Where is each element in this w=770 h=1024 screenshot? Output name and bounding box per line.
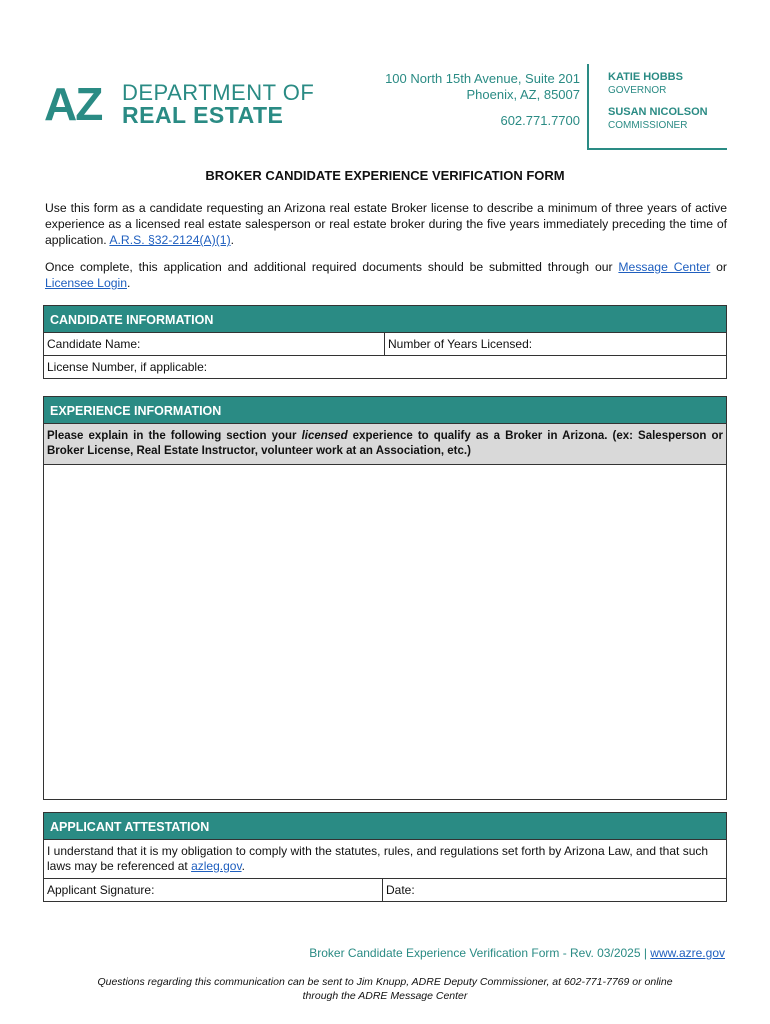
- submit-end: .: [127, 276, 131, 290]
- date-label: Date:: [386, 883, 415, 897]
- questions-footer: [0, 975, 770, 1003]
- applicant-attestation-section: [43, 812, 727, 902]
- attestation-statement: [44, 840, 726, 879]
- candidate-row-2: [44, 356, 726, 378]
- address-line-2: Phoenix, AZ, 85007: [466, 87, 580, 102]
- candidate-information-section: [43, 305, 727, 379]
- submit-paragraph: [45, 259, 727, 291]
- applicant-attestation-heading: APPLICANT ATTESTATION: [44, 813, 726, 840]
- date-field[interactable]: [382, 879, 726, 901]
- logo-real-estate: REAL ESTATE: [122, 102, 284, 128]
- attestation-text: I understand that it is my obligation to comply with the statutes, rules, and regulations set forth by Arizona Law, and that such laws may be referenced at: [47, 844, 709, 873]
- azleg-link[interactable]: azleg.gov: [191, 859, 242, 873]
- address-line-1: 100 North 15th Avenue, Suite 201: [385, 71, 580, 86]
- form-revision-footer: [0, 946, 725, 960]
- experience-instructions: [44, 424, 726, 465]
- candidate-row-1: [44, 333, 726, 356]
- submit-text: Once complete, this application and additional required documents should be submitted through our: [45, 260, 619, 274]
- office-phone: 602.771.7700: [500, 113, 580, 128]
- azre-website-link[interactable]: www.azre.gov: [650, 946, 725, 960]
- submit-or: or: [710, 260, 727, 274]
- header-divider-horizontal: [587, 148, 727, 150]
- applicant-signature-label: Applicant Signature:: [47, 883, 155, 897]
- years-licensed-field[interactable]: [384, 333, 726, 355]
- intro-text: Use this form as a candidate requesting an Arizona real estate Broker license to describe a minimum of three years of active experience as a licensed real estate salesperson or real estate broker during the five years immediately preceding the time of application.: [45, 201, 727, 247]
- official-commissioner-title: COMMISSIONER: [608, 120, 688, 131]
- experience-information-heading: EXPERIENCE INFORMATION: [44, 397, 726, 424]
- questions-line-1: Questions regarding this communication can be sent to Jim Knupp, ADRE Deputy Commissioner, at 602-771-7769 or online: [97, 976, 673, 988]
- signature-row: [44, 879, 726, 901]
- instructions-italic: licensed: [301, 430, 348, 442]
- experience-text-area[interactable]: [44, 465, 726, 799]
- intro-end: .: [230, 233, 235, 247]
- candidate-information-heading: CANDIDATE INFORMATION: [44, 306, 726, 333]
- instructions-after: experience to qualify as a Broker in Arizona. (ex: Salesperson or Broker License, Real Estate Instructor, volunteer work at an Association, etc.): [47, 430, 723, 457]
- candidate-name-field[interactable]: [44, 333, 384, 355]
- office-address: [385, 71, 580, 103]
- logo-az-mark: AZ: [44, 78, 102, 130]
- form-revision-text: Broker Candidate Experience Verification Form - Rev. 03/2025 |: [309, 946, 651, 960]
- candidate-name-label: Candidate Name:: [47, 337, 141, 351]
- form-title: BROKER CANDIDATE EXPERIENCE VERIFICATION FORM: [205, 168, 565, 183]
- license-number-field[interactable]: [44, 356, 726, 378]
- years-licensed-label: Number of Years Licensed:: [388, 337, 533, 351]
- adre-logo: [44, 78, 324, 130]
- questions-line-2: through the ADRE Message Center: [302, 990, 468, 1002]
- attestation-end: .: [241, 859, 245, 873]
- header-divider-vertical: [587, 64, 589, 150]
- logo-department-of: DEPARTMENT OF: [122, 80, 315, 105]
- intro-paragraph: [45, 200, 727, 248]
- official-commissioner-name: SUSAN NICOLSON: [608, 106, 708, 118]
- license-number-label: License Number, if applicable:: [47, 360, 208, 374]
- experience-information-section: [43, 396, 727, 800]
- officials-block: [608, 71, 708, 141]
- official-governor-title: GOVERNOR: [608, 85, 667, 96]
- message-center-link[interactable]: Message Center: [618, 260, 711, 274]
- applicant-signature-field[interactable]: [44, 879, 382, 901]
- licensee-login-link[interactable]: Licensee Login: [45, 276, 127, 290]
- instructions-before: Please explain in the following section your: [47, 430, 302, 442]
- ars-statute-link[interactable]: A.R.S. §32-2124(A)(1): [109, 233, 231, 247]
- official-governor-name: KATIE HOBBS: [608, 71, 683, 83]
